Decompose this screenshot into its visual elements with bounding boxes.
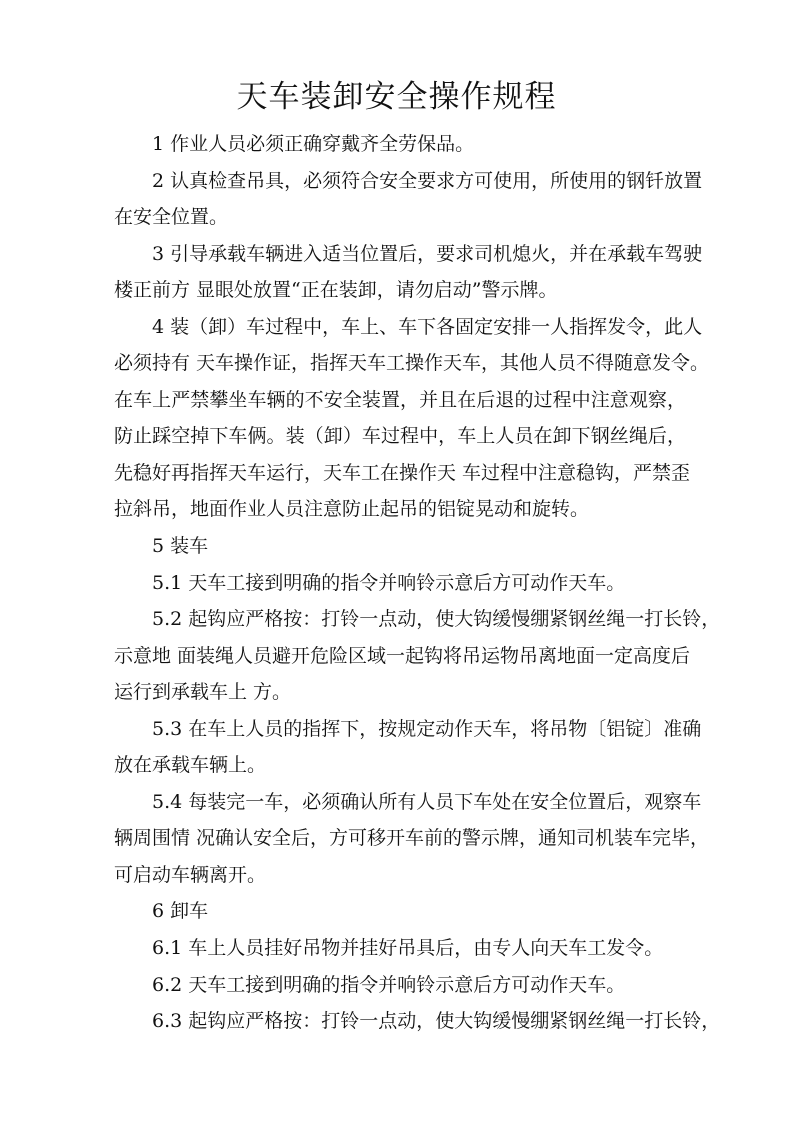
paragraph [114,528,686,565]
paragraph-line: 放在承载车辆上。 [114,754,267,777]
paragraph-line: 先稳好再指挥天车运行，天车工在操作天 车过程中注意稳钩，严禁歪 [114,461,691,484]
paragraph-line: 6.2 天车工接到明确的指令并响铃示意后方可动作天车。 [152,973,626,996]
paragraph-line: 5.2 起钩应严格按：打铃一点动，使大钩缓慢绷紧钢丝绳一打长铃， [152,608,721,631]
paragraph-line: 防止踩空掉下车俩。装（卸）车过程中，车上人员在卸下钢丝绳后， [114,425,686,448]
paragraph-line: 6.3 起钩应严格按：打铃一点动，使大钩缓慢绷紧钢丝绳一打长铃， [152,1010,721,1033]
paragraph [114,236,703,309]
paragraph-line: 辆周围情 况确认安全后，方可移开车前的警示牌，通知司机装车完毕， [114,827,710,850]
paragraph-line: 5.4 每装完一车，必须确认所有人员下车处在安全位置后，观察车 [152,790,702,813]
paragraph-line: 必须持有 天车操作证，指挥天车工操作天车，其他人员不得随意发令。 [114,352,710,375]
paragraph [114,601,721,711]
paragraph-line: 楼正前方 显眼处放置“正在装卸，请勿启动”警示牌。 [114,279,558,302]
paragraph [114,784,710,894]
paragraph-line: 5.3 在车上人员的指挥下，按规定动作天车，将吊物〔铝锭〕准确 [152,717,702,740]
paragraph-line: 3 引导承载车辆进入适当位置后，要求司机熄火，并在承载车驾驶 [152,242,703,265]
paragraph-line: 6 卸车 [152,900,209,923]
paragraph-line: 拉斜吊，地面作业人员注意防止起吊的铝锭晃动和旋转。 [114,498,590,521]
paragraph [114,711,702,784]
paragraph-line: 在车上严禁攀坐车辆的不安全装置，并且在后退的过程中注意观察， [114,388,686,411]
document-title: 天车装卸安全操作规程 [236,79,557,115]
paragraph-line: 示意地 面装绳人员避开危险区域一起钩将吊运物吊离地面一定高度后 [114,644,691,667]
paragraph-line: 1 作业人员必须正确穿戴齐全劳保品。 [152,133,475,155]
paragraph-line: 5 装车 [152,535,209,558]
paragraph [114,930,686,967]
paragraph [114,565,686,602]
paragraph [114,1003,721,1040]
paragraph [114,309,710,528]
paragraph-line: 可启动车辆离开。 [114,863,267,886]
paragraph-line: 在安全位置。 [114,206,229,229]
paragraph-line: 4 装（卸）车过程中，车上、车下各固定安排一人指挥发令，此人 [152,315,703,338]
paragraph [114,163,703,236]
document-body [114,126,721,1040]
paragraph-line: 运行到承载车上 方。 [114,681,292,704]
paragraph [114,893,686,930]
paragraph-line: 5.1 天车工接到明确的指令并响铃示意后方可动作天车。 [152,571,626,594]
paragraph [114,967,686,1004]
paragraph [114,126,686,163]
paragraph-line: 2 认真检查吊具，必须符合安全要求方可使用，所使用的钢钎放置 [152,169,703,192]
paragraph-line: 6.1 车上人员挂好吊物并挂好吊具后，由专人向天车工发令。 [152,937,664,960]
